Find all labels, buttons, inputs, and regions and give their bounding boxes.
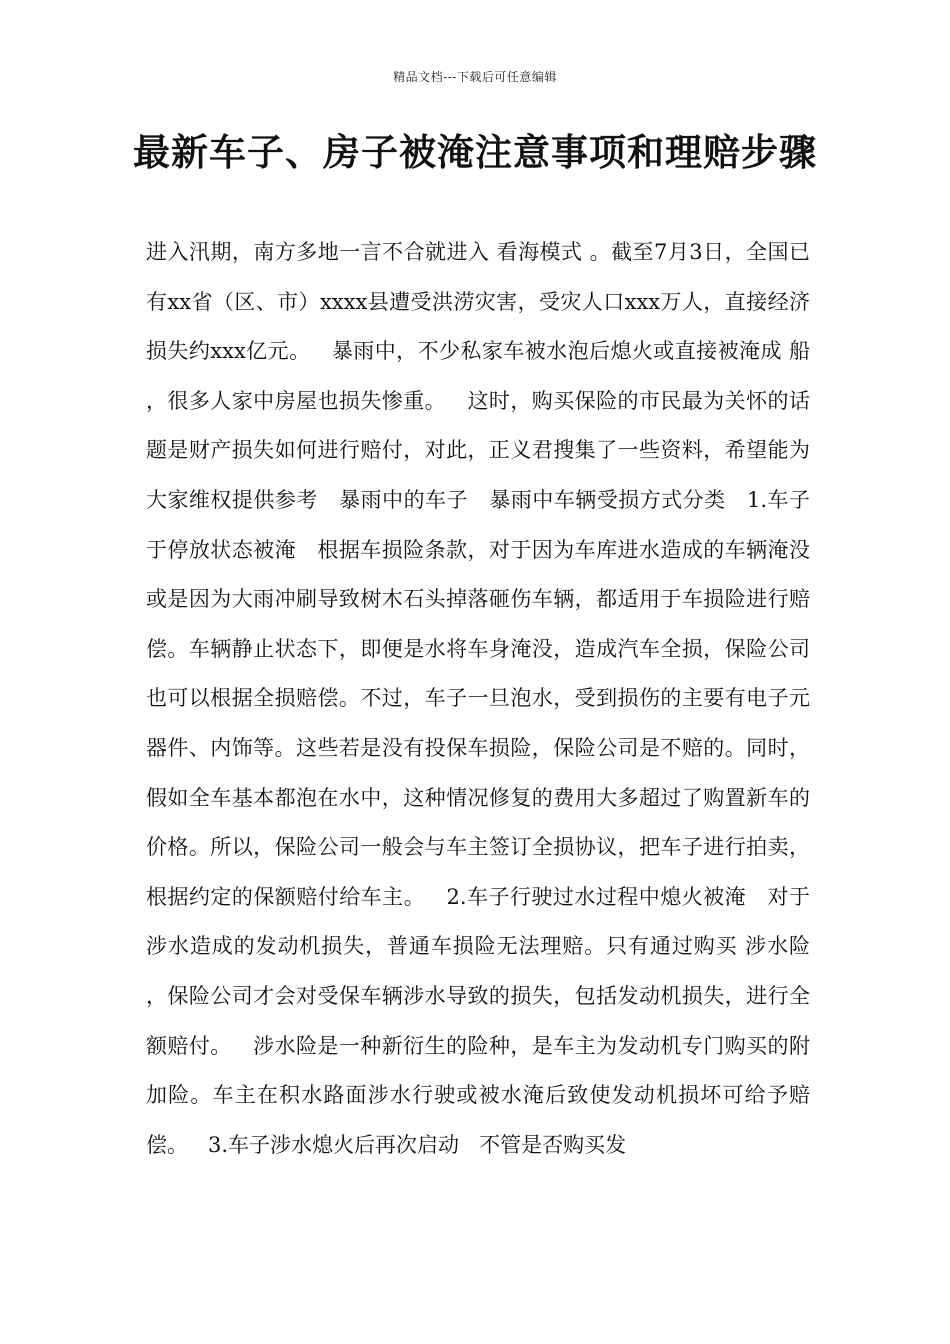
document-title: 最新车子、房子被淹注意事项和理赔步骤 xyxy=(133,131,817,174)
header-note: 精品文档---下载后可任意编辑 xyxy=(393,70,557,84)
body-paragraph: 进入汛期，南方多地一言不合就进入 看海模式 。截至7月3日，全国已有xx省（区、市）xxxx县遭受洪涝灾害，受灾人口xxx万人，直接经济损失约xxx亿元。 暴雨中，不少私家车被水泡后熄火或直接被淹成 船 ，很多人家中房屋也损失惨重。 这时，购买保险的市民最为关怀的话题是财产损失如何进行赔付，对此，正义君搜集了一些资料，希望能为大家维权提供参考 暴雨中的车子 暴雨中车辆受损方式分类 1.车子于停放状态被淹 根据车损险条款，对于因为车库进水造成的车辆淹没或是因为大雨冲刷导致树木石头掉落砸伤车辆，都适用于车损险进行赔偿。车辆静止状态下，即便是水将车身淹没，造成汽车全损，保险公司也可以根据全损赔偿。不过，车子一旦泡水，受到损伤的主要有电子元器件、内饰等。这些若是没有投保车损险，保险公司是不赔的。同时，假如全车基本都泡在水中，这种情况修复的费用大多超过了购置新车的价格。所以，保险公司一般会与车主签订全损协议，把车子进行拍卖，根据约定的保额赔付给车主。 2.车子行驶过水过程中熄火被淹 对于涉水造成的发动机损失，普通车损险无法理赔。只有通过购买 涉水险 ，保险公司才会对受保车辆涉水导致的损失，包括发动机损失，进行全额赔付。 涉水险是一种新衍生的险种，是车主为发动机专门购买的附加险。车主在积水路面涉水行驶或被水淹后致使发动机损坏可给予赔偿。 3.车子涉水熄火后再次启动 不管是否购买发 xyxy=(146,240,817,1157)
